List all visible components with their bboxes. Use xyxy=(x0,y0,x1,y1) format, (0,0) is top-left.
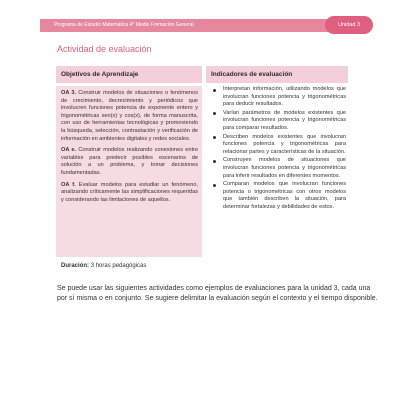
objective-item xyxy=(61,147,198,177)
indicator-item xyxy=(210,181,346,211)
bullet-icon xyxy=(213,89,216,92)
objective-item xyxy=(61,182,198,205)
objectives-cell xyxy=(56,86,202,257)
unit-tab-label: Unidad 3 xyxy=(337,22,361,28)
evaluation-table xyxy=(56,66,348,257)
indicator-item xyxy=(210,110,346,133)
objective-item xyxy=(61,90,198,143)
intro-paragraph: Se puede usar las siguientes actividades como ejemplos de evaluaciones para la unidad 3, cada una por sí misma o en conjunto. Se sugiere delimitar la evaluación según el contexto y el tiempo disponible. xyxy=(57,285,378,302)
objectives-column-header: Objetivos de Aprendizaje xyxy=(56,66,202,83)
indicator-text: Varían parámetros de modelos existentes que involucran funciones potencia y trigonométricas para comparar resultados. xyxy=(223,109,346,131)
objective-text: Construir modelos realizando conexiones entre variables para predecir posibles escenarios de solución a un problema, y tomar decisiones fundamentadas. xyxy=(61,147,198,176)
bullet-icon xyxy=(213,184,216,187)
duration-line xyxy=(61,263,146,269)
indicator-item xyxy=(210,157,346,180)
objective-text: Evaluar modelos para estudiar un fenómeno, analizando críticamente las simplificaciones requeridas y considerando las limitaciones de aquellos. xyxy=(61,181,198,203)
indicator-text: Comparan modelos que involucran funciones potencia o trigonométricas con otros modelos que también describen la situación, para determinar fortalezas y debilidades de estos. xyxy=(223,181,346,210)
unit-tab xyxy=(325,16,373,34)
duration-value: 3 horas pedagógicas xyxy=(90,263,147,269)
indicator-item xyxy=(210,86,346,109)
indicators-cell xyxy=(206,86,348,257)
objective-code: OA e. xyxy=(61,147,77,154)
indicator-text: Interpretan información, utilizando modelos que involucran funciones potencia y trigonométricas para deducir resultados. xyxy=(223,86,346,108)
bullet-icon xyxy=(213,160,216,163)
bullet-icon xyxy=(213,112,216,115)
indicator-text: Describen modelos existentes que involucran funciones potencia y trigonométricas para relacionar partes y características de la situación. xyxy=(223,133,346,155)
program-title: Programa de Estudio Matemática 4° Medio Formación General xyxy=(54,22,194,28)
bullet-icon xyxy=(213,136,216,139)
indicators-column-header: Indicadores de evaluación xyxy=(206,66,348,83)
objective-code: OA f. xyxy=(61,181,76,188)
duration-label: Duración: xyxy=(61,263,90,269)
objective-code: OA 3. xyxy=(61,90,77,96)
indicator-text: Construyen modelos de situaciones que involucran funciones potencia y trigonométricas para inferir resultados en diferentes momentos. xyxy=(223,157,346,179)
program-title-bar xyxy=(40,19,336,32)
indicator-item xyxy=(210,134,346,157)
objective-text: Construir modelos de situaciones o fenómenos de crecimiento, decrecimiento y periódicos que involucren funciones potencia de exponente entero y trigonométricas sen(x) y cos(x), de forma manuscrita, con uso de herramientas tecnológicas y promoviendo la búsqueda, selección, contrastación y verificación de información en ambientes digitales y redes sociales. xyxy=(61,90,198,142)
section-title: Actividad de evaluación xyxy=(57,44,152,54)
